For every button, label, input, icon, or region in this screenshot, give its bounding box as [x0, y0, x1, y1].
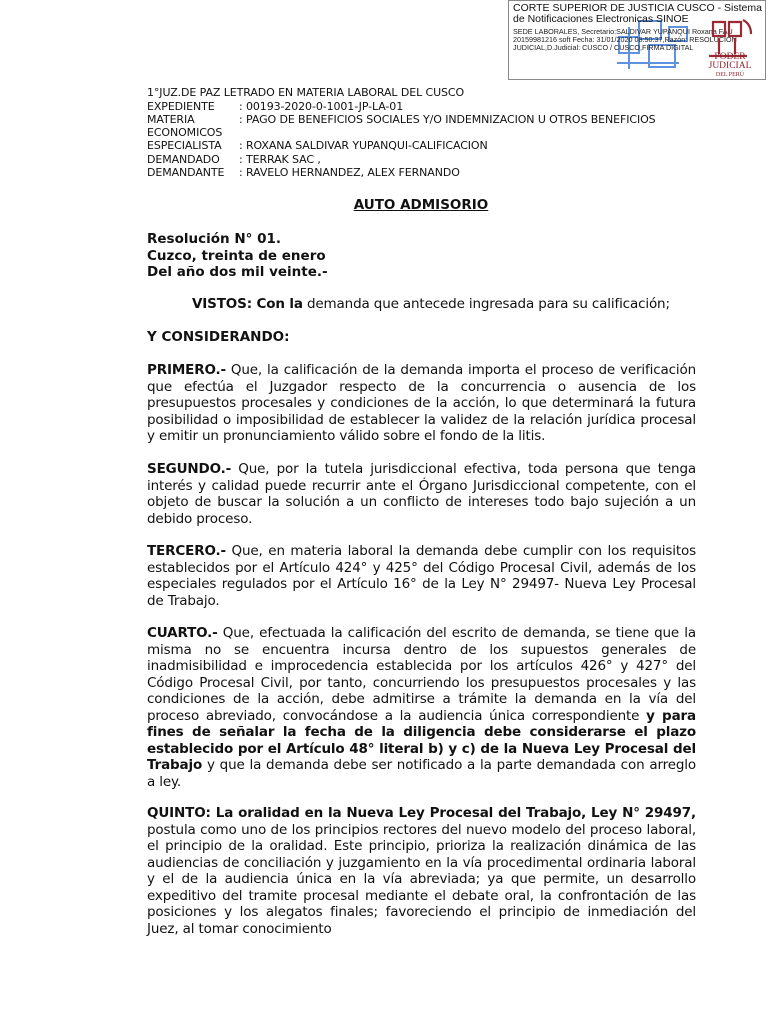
paragraph-label: PRIMERO.- [147, 362, 226, 378]
header-key: ESPECIALISTA [147, 139, 222, 152]
paragraph-text: Que, la calificación de la demanda importa el proceso de verificación que efectúa el Juzgador respecto de la concurrencia o ausencia de los presupuestos procesales y condiciones de la acción, lo que determinará la futura posibilidad o imposibilidad de establecer la validez de la relación jurídica procesal y emitir un pronunciamiento válido sobre el fondo de la litis. [147, 362, 696, 444]
paragraph-text: Que, en materia laboral la demanda debe cumplir con los requisitos establecidos por el Artículo 424° y 425° del Código Procesal Civil, además de los especiales regulados por el Artículo 16° de la Ley N° 29497- Nueva Ley Procesal de Trabajo. [147, 543, 696, 609]
paragraph-tail: y que la demanda debe ser notificado a la parte demandada con arreglo a ley. [147, 757, 696, 790]
header-row-demandado [147, 153, 321, 166]
header-row-demandante [147, 166, 460, 179]
paragraph-label: CUARTO.- [147, 625, 218, 641]
logo-text: PODER JUDICIAL [708, 52, 752, 71]
court-name: 1°JUZ.DE PAZ LETRADO EN MATERIA LABORAL DEL CUSCO [147, 86, 465, 99]
paragraph-quinto [147, 805, 696, 937]
header-key: EXPEDIENTE [147, 100, 215, 113]
header-value: : 00193-2020-0-1001-JP-LA-01 [239, 100, 404, 113]
vistos-label: VISTOS: Con la [192, 296, 303, 312]
resolution-place-date: Cuzco, treinta de enero [147, 247, 326, 264]
paragraph-text: Que, efectuada la calificación del escrito de demanda, se tiene que la misma no se encuentra incursa dentro de los supuestos generales de inadmisibilidad e improcedencia establecida por los artículos 426° y 427° del Código Procesal Civil, por tanto, concurriendo los presupuestos procesales y las condiciones de la acción, debe admitirse a trámite la demanda en la vía del proceso abreviado, convocándose a la audiencia única correspondiente [147, 625, 696, 724]
header-row-economicos [147, 126, 222, 139]
resolution-number: Resolución N° 01. [147, 231, 281, 247]
paragraph-primero [147, 362, 696, 445]
header-value: : RAVELO HERNANDEZ, ALEX FERNANDO [239, 166, 460, 179]
header-row-expediente [147, 100, 403, 113]
paragraph-tercero [147, 543, 696, 609]
header-value: : PAGO DE BENEFICIOS SOCIALES Y/O INDEMNIZACION U OTROS BENEFICIOS [239, 113, 656, 126]
vistos-text: demanda que antecede ingresada para su calificación; [302, 296, 670, 312]
paragraph-cuarto [147, 625, 696, 790]
header-key: DEMANDADO [147, 153, 220, 166]
document-title: AUTO ADMISORIO [353, 197, 489, 213]
paragraph-label: TERCERO.- [147, 543, 226, 559]
header-key: DEMANDANTE [147, 166, 225, 179]
paragraph-text: postula como uno de los principios rectores del nuevo modelo del proceso laboral, el principio de la oralidad. Este principio, prioriza la realización dinámica de las audiencias de conciliación y juzgamiento en la vía procedimental ordinaria laboral y el de la audiencia única en la vía abreviada; ya que permite, un desarrollo expeditivo del tramite procesal mediante el debate oral, la confrontación de las posiciones y los alegatos finales; favoreciendo el principio de inmediación del Juez, al tomar conocimiento [147, 821, 696, 937]
logo-subtext: DEL PERÚ [715, 72, 745, 78]
paragraph-label: QUINTO: La oralidad en la Nueva Ley Procesal del Trabajo, Ley N° 29497, [147, 805, 696, 821]
header-row-materia [147, 113, 656, 126]
paragraph-label: SEGUNDO.- [147, 461, 232, 477]
vistos-paragraph [192, 296, 670, 312]
resolution-year: Del año dos mil veinte.- [147, 264, 328, 280]
paragraph-segundo [147, 461, 696, 527]
stamp-details: SEDE LABORALES, Secretario:SALDIVAR YUPANQUI Roxana FAU 20159981216 soft Fecha: 31/01/2020 08:50:37,Razón: RESOLUCIÓN JUDICIAL,D.Judicial: CUSCO / CUSCO,FIRMA DIGITAL [513, 27, 737, 52]
paragraph-bold-text: y para fines de señalar la fecha de la diligencia debe considerarse el plazo establecido por el Artículo 48° literal b) y c) de la Nueva Ley Procesal del Trabajo [147, 707, 696, 773]
considerando-heading: Y CONSIDERANDO: [147, 329, 290, 345]
poder-judicial-logo-text [695, 53, 765, 80]
header-key: MATERIA [147, 113, 195, 126]
header-value: : ROXANA SALDIVAR YUPANQUI-CALIFICACION [239, 139, 488, 152]
header-value: : TERRAK SAC , [239, 153, 321, 166]
paragraph-text: Que, por la tutela jurisdiccional efectiva, toda persona que tenga interés y calidad puede recurrir ante el Órgano Jurisdiccional competente, con el objeto de buscar la solución a un conflicto de intereses todo bajo sujeción a un debido proceso. [147, 461, 696, 527]
resolution-block [147, 231, 328, 281]
digital-signature-stamp [508, 0, 766, 80]
header-row-especialista [147, 139, 488, 152]
header-key: ECONOMICOS [147, 126, 223, 139]
stamp-title: CORTE SUPERIOR DE JUSTICIA CUSCO - Sistema de Notificaciones Electronicas SINOE [513, 2, 762, 25]
